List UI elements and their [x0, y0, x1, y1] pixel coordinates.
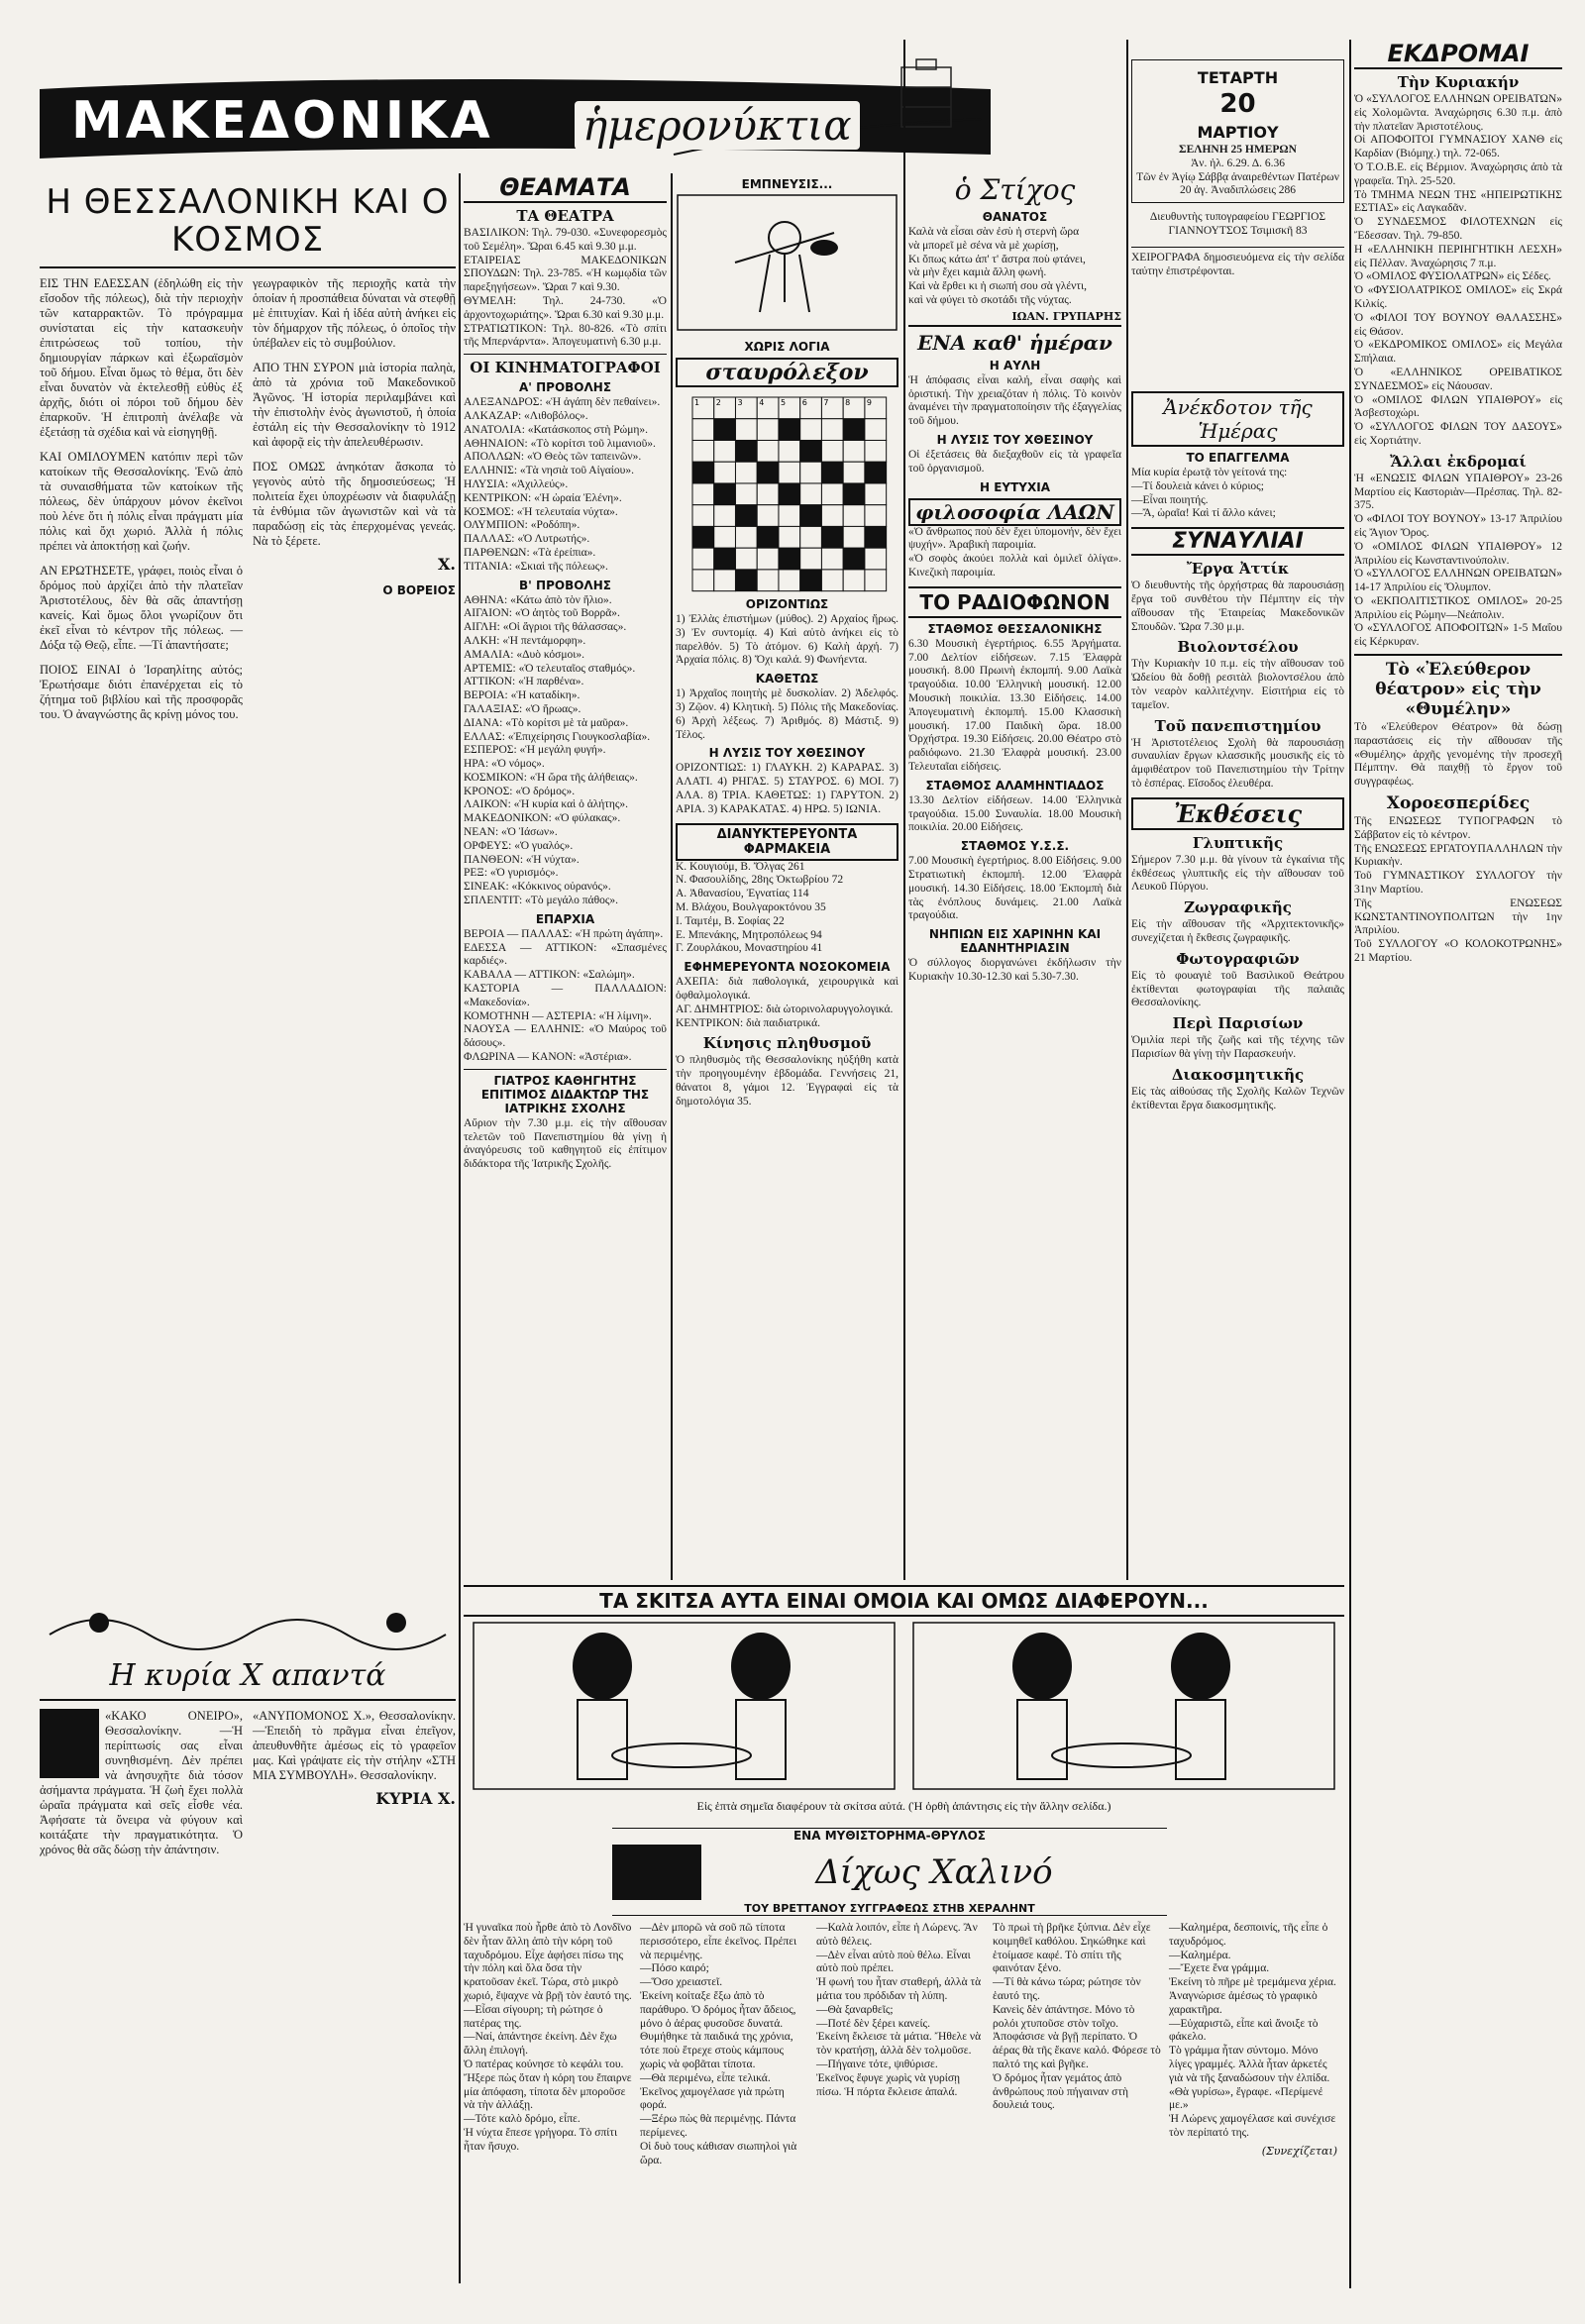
crossword-cell: [692, 505, 714, 527]
masthead-script: ἡμερονύκτια: [575, 101, 860, 150]
lead-para-4: ΠΟΙΟΣ ΕΙΝΑΙ ὁ Ἰσραηλίτης αὐτός; Ἐρωτήσαμε διότι ἐπανέρχεται εἰς τὸ ζήτημα τοῦ βιβλίου καὶ τῆς προσφορᾶς του. Ὁ ἀναγνώστης ἂς κρίνῃ μόνος του.: [40, 663, 247, 721]
across-clues: 1) Ἐλλὰς ἐπιστήμων (μύθος). 2) Αρχαίος ἥρως. 3) Ἐν συντομίᾳ. 4) Καὶ αὐτὸ ἀνήκει εἰς τὸ παρελθόν. 5) Τὸ ἀτόμον. 6) Καλὴ ἀρχή. 7) Ἀρχαία πόλις. 8) Ὄχι καλά. 9) Φωνήεντα.: [676, 613, 901, 667]
crossword-column: [676, 173, 901, 1580]
crossword-black-cell: [778, 483, 799, 505]
crossword-cell: [821, 440, 843, 462]
crossword-cell: [757, 548, 779, 570]
crossword-black-cell: [692, 462, 714, 483]
crossword-number: 7: [822, 398, 829, 407]
kathimeron-sub: Η ΑΥΛΗ: [989, 358, 1041, 372]
crossword-cell: [713, 462, 735, 483]
decor-heading: Διακοσμητικῆς: [1171, 1065, 1305, 1084]
radio-program-1: 6.30 Μουσικὴ ἐγερτήριος. 6.55 Ἀργήματα. 7.00 Δελτίον εἰδήσεων. 7.15 Ἐλαφρὰ μουσική. 8.00 Πρωινὴ ἐκπομπή. 9.00 Λαϊκὰ τραγούδια. 10.00 Ἑλληνικὴ μουσική. 12.00 Μουσικὴ ποικιλία. 13.30 Εἰδήσεις. 14.00 Ἀπογευματινὴ ἐκπομπή. 15.00 Κλασσικὴ μουσική. 17.00 Παιδικὴ ὥρα. 18.00 Ὀρχήστρα. 19.30 Εἰδήσεις. 20.00 Θέατρο στὸ ραδιόφωνο. 21.30 Ἐλαφρὰ μουσική. 23.00 Τελευταῖαι εἰδήσεις.: [908, 637, 1124, 773]
cinema-list: ΑΛΕΞΑΝΔΡΟΣ: «Ἡ ἀγάπη δὲν πεθαίνει». ΑΛΚΑΖΑΡ: «Λιθοβόλος». ΑΝΑΤΟΛΙΑ: «Κατάσκοπος στὴ Ρώμη». ΑΘΗΝΑΙΟΝ: «Τὸ κορίτσι τοῦ λιμανιοῦ». ΑΠΟΛΛΩΝ: «Ὁ Θεὸς τῶν ταπεινῶν». ΕΛΛΗΝΙΣ: «Τὰ νησιὰ τοῦ Αἰγαίου». ΗΛΥΣΙΑ: «Ἀχιλλεύς». ΚΕΝΤΡΙΚΟΝ: «Ἡ ὡραία Ἐλένη». ΚΟΣΜΟΣ: «Ἡ τελευταία νύχτα». ΟΛΥΜΠΙΟΝ: «Ροδόπη». ΠΑΛΛΑΣ: «Ὁ Λυτρωτής». ΠΑΡΘΕΝΩΝ: «Τὰ ἐρείπια». ΤΙΤΑΝΙΑ: «Σκιαὶ τῆς πόλεως».: [464, 396, 661, 573]
kathimeron-sol: Οἱ ἐξετάσεις θὰ διεξαχθοῦν εἰς τὰ γραφεῖα τοῦ ὀργανισμοῦ.: [908, 448, 1124, 475]
saints-of-day: Τῶν ἐν Ἁγίῳ Σάββᾳ ἀναιρεθέντων Πατέρων 20 ἁγ. Ἀναδιπλώσεις 286: [1136, 170, 1342, 197]
sculpture-text: Σήμερον 7.30 μ.μ. θὰ γίνουν τὰ ἐγκαίνια τῆς ἐκθέσεως γλυπτικῆς εἰς τὴν αἴθουσαν τοῦ Λευκοῦ Πύργου.: [1131, 853, 1347, 894]
crossword-cell: [843, 570, 865, 591]
crossword-black-cell: [864, 526, 886, 548]
column-rule-3: [903, 40, 905, 1580]
kinisis-text: Ὁ πληθυσμὸς τῆς Θεσσαλονίκης ηὐξήθη κατὰ τὴν προηγουμένην ἑβδομάδα. Γεννήσεις 21, θάνατοι 8, γάμοι 12. Ἐγγραφαὶ εἰς τὰ δημοτολόγια 35.: [676, 1054, 901, 1108]
crossword-cell: [799, 419, 821, 441]
kyria-text-2: «ΑΝΥΠΟΜΟΝΟΣ Χ.», Θεσσαλονίκην. —Ἐπειδὴ τὸ πρᾶγμα εἶναι ἐπεῖγον, ἀπευθυνθῆτε ἀμέσως εἰς τὸ γραφεῖον μας. Καὶ γράψατε εἰς τὴν στήλην «ΣΤΗ ΜΙΑ ΣΥΜΒΟΥΛΗ». Θεσσαλονίκην.: [253, 1709, 460, 1782]
serial-col-2: —Δὲν μπορῶ νὰ σοῦ πῶ τίποτα περισσότερο, εἶπε ἐκεῖνος. Πρέπει νὰ περιμένῃς. —Πόσο καιρό; —Ὅσο χρειαστεῖ. Ἐκείνη κοίταξε ἔξω ἀπὸ τὸ παράθυρο. Ὁ δρόμος ἦταν ἄδειος, μόνο ὁ ἀέρας φυσοῦσε δυνατά. Θυμήθηκε τὰ παιδικά της χρόνια, τότε ποὺ ἔτρεχε στοὺς κάμπους χωρὶς νὰ φοβᾶται τίποτα. —Θὰ περιμένω, εἶπε τελικά. Ἐκεῖνος χαμογέλασε γιὰ πρώτη φορά. —Ξέρω πὼς θὰ περιμένῃς. Πάντα περίμενες. Οἱ δυὸ τους κάθισαν σιωπηλοὶ γιὰ ὥρα.: [640, 1922, 797, 2166]
crossword-cell: [757, 483, 779, 505]
radio-station-1: ΣΤΑΘΜΟΣ ΘΕΣΣΑΛΟΝΙΚΗΣ: [927, 621, 1103, 636]
crossword-cell: [692, 483, 714, 505]
crossword-black-cell: [843, 548, 865, 570]
ekdromai-list: Ὁ «ΣΥΛΛΟΓΟΣ ΕΛΛΗΝΩΝ ΟΡΕΙΒΑΤΩΝ» εἰς Χολομῶντα. Ἀναχώρησις 6.30 π.μ. ἀπὸ τὴν πλατεῖαν Ἀριστοτέλους. Οἱ ΑΠΟΦΟΙΤΟΙ ΓΥΜΝΑΣΙΟΥ ΧΑΝΘ εἰς Καρδίαν (Βιόμηχ.) τηλ. 72-065. Ὁ Τ.Ο.Β.Ε. εἰς Βέρμιον. Ἀναχώρησις ἀπὸ τὰ γραφεῖα. Τηλ. 25-520. Τὸ ΤΜΗΜΑ ΝΕΩΝ ΤΗΣ «ΗΠΕΙΡΩΤΙΚΗΣ ΕΣΤΙΑΣ» εἰς Λαγκαδᾶν. Ὁ ΣΥΝΔΕΣΜΟΣ ΦΙΛΟΤΕΧΝΩΝ εἰς Ἔδεσσαν. Τηλ. 79-850. Η «ΕΛΛΗΝΙΚΗ ΠΕΡΙΗΓΗΤΙΚΗ ΛΕΣΧΗ» εἰς Πέλλαν. Ἀναχώρησις 7 π.μ. Ὁ «ΟΜΙΛΟΣ ΦΥΣΙΟΛΑΤΡΩΝ» εἰς Σέδες. Ὁ «ΦΥΣΙΟΛΑΤΡΙΚΟΣ ΟΜΙΛΟΣ» εἰς Σκρά Κιλκίς. Ὁ «ΦΙΛΟΙ ΤΟΥ ΒΟΥΝΟΥ ΘΑΛΑΣΣΗΣ» εἰς Θάσον. Ὁ «ΕΚΔΡΟΜΙΚΟΣ ΟΜΙΛΟΣ» εἰς Μεγάλα Σπήλαια. Ὁ «ΕΛΛΗΝΙΚΟΣ ΟΡΕΙΒΑΤΙΚΟΣ ΣΥΝΔΕΣΜΟΣ» εἰς Νάουσαν. Ὁ «ΟΜΙΛΟΣ ΦΙΛΩΝ ΥΠΑΙΘΡΟΥ» εἰς Ἀσβεστοχώρι. Ὁ «ΣΥΛΛΟΓΟΣ ΦΙΛΩΝ ΤΟΥ ΔΑΣΟΥΣ» εἰς Χορτιάτην.: [1354, 93, 1562, 447]
lead-col2-para-1: γεωγραφικὸν τῆς περιοχῆς κατὰ τὴν ὁποίαν ἡ προσπάθεια δύναται νὰ στεφθῇ μὲ ἐπιτυχίαν. Καὶ ἡ ἰδέα αὐτὴ ἀνήκει εἰς τὸν δήμαρχον τῆς πόλεως, ὁ ὁποῖος τὴν ὑπέβαλεν εἰς τὸ συμβούλιον.: [253, 276, 460, 350]
cartoon-caption: ΕΜΠΝΕΥΣΙΣ...: [741, 177, 833, 191]
crossword-cell: [799, 483, 821, 505]
crossword-board: [688, 393, 887, 591]
anekdoton-sub: ΤΟ ΕΠΑΓΓΕΛΜΑ: [1186, 451, 1290, 465]
crossword-black-cell: [843, 483, 865, 505]
kathimeron-sol-heading: Η ΛΥΣΙΣ ΤΟΥ ΧΘΕΣΙΝΟΥ: [936, 432, 1094, 447]
violinist-cartoon: [676, 193, 898, 332]
viol-text: Τὴν Κυριακὴν 10 π.μ. εἰς τὴν αἴθουσαν τοῦ Ὠδείου θὰ δοθῇ ρεσιτὰλ βιολοντσέλου ἀπὸ τὸν νεαρὸν καλλιτέχνην. Εἰσιτήρια εἰς τὸ ταμεῖον.: [1131, 658, 1347, 711]
kyria-text: «ΚΑΚΟ ΟΝΕΙΡΟ», Θεσσαλονίκην. —Ἡ περίπτωσίς σας εἶναι συνηθισμένη. Δὲν πρέπει νὰ ἀνησυχῆτε διὰ τόσον ἀσήμαντα πράγματα. Ἡ ζωὴ ἔχει πολλὰ ὡραῖα πράγματα καὶ σεῖς εἶσθε νέα. Ἀφήσατε τὰ ὄνειρα νὰ φύγουν καὶ κοιτάξατε τὴν πραγματικότητα. Ὁ χρόνος θὰ σᾶς δώσῃ τὴν ἀπάντησιν.: [40, 1709, 247, 1856]
spot-difference: [464, 1585, 1344, 1823]
crossword-cell: [864, 440, 886, 462]
crossword-cell: [864, 505, 886, 527]
lead-article: [40, 173, 460, 1595]
crossword-black-cell: [821, 462, 843, 483]
crossword-cell: [713, 505, 735, 527]
lead-para-3: ΑΝ ΕΡΩΤΗΣΕΤΕ, γράφει, ποιὸς εἶναι ὁ δρόμος ποὺ ἀρχίζει ἀπὸ τὴν πλατεῖαν Ἀριστοτέλους, δὲν θὰ σᾶς ἀπαντήσῃ κανείς. Καὶ ὅμως ὅλοι γνωρίζουν ὅτι ἐκεῖ εἶναι τὸ κέντρον τῆς πόλεως. —Δόξα τῷ Θεῷ, εἶπε. —Τί ἀπαντήσατε;: [40, 564, 247, 652]
crossword-cell: [692, 419, 714, 441]
crossword-cell: [713, 526, 735, 548]
xw-solution: ΟΡΙΖΟΝΤΙΩΣ: 1) ΓΛΑΥΚΗ. 2) ΚΑΡΑΡΑΣ. 3) ΑΛΑΤΙ. 4) ΡΗΓΑΣ. 5) ΣΤΑΥΡΟΣ. 6) ΜΟΙ. 7) ΑΛΑ. 8) ΤΡΙΑ. ΚΑΘΕΤΩΣ: 1) ΓΑΡΥΤΟΝ. 2) ΑΡΙΑ. 3) ΚΑΡΑΚΑΤΑΣ. 4) ΗΡΩ. 5) ΙΩΝΙΑ.: [676, 762, 901, 815]
free-theatre-heading: Τὸ «Ἐλεύθερον θέατρον» εἰς τὴν «Θυμέλην»: [1354, 654, 1562, 719]
crossword-number: 2: [715, 398, 721, 407]
weekday: ΤΕΤΑΡΤΗ: [1197, 68, 1279, 87]
column-rule-1: [459, 173, 461, 2283]
kyria-section: [40, 1595, 460, 2288]
ektheseis-title: Ἐκθέσεις: [1131, 797, 1344, 830]
crossword-cell: [799, 526, 821, 548]
crossword-number: 1: [693, 398, 699, 407]
crossword-cell: [735, 548, 757, 570]
serial-banner: ΕΝΑ ΜΥΘΙΣΤΟΡΗΜΑ-ΘΡΥΛΟΣ: [612, 1828, 1167, 1843]
painting-heading: Ζωγραφικῆς: [1184, 898, 1292, 917]
hospitals-heading: ΕΦΗΜΕΡΕΥΟΝΤΑ ΝΟΣΟΚΟΜΕΙΑ: [684, 960, 891, 975]
month-name: ΜΑΡΤΙΟΥ: [1197, 123, 1279, 142]
lead-signature: Ο ΒΟΡΕΙΟΣ: [382, 583, 456, 597]
crossword-cell: [692, 548, 714, 570]
crossword-cell: [778, 526, 799, 548]
other-trips-heading: Ἄλλαι ἐκδρομαί: [1390, 452, 1527, 471]
dances-list: Τῆς ΕΝΩΣΕΩΣ ΤΥΠΟΓΡΑΦΩΝ τὸ Σάββατον εἰς τὸ κέντρον. Τῆς ΕΝΩΣΕΩΣ ΕΡΓΑΤΟΥΠΑΛΛΗΛΩΝ τὴν Κυριακὴν. Τοῦ ΓΥΜΝΑΣΤΙΚΟΥ ΣΥΛΛΟΓΟΥ τὴν 31ην Μαρτίου. Τῆς ΕΝΩΣΕΩΣ ΚΩΝΣΤΑΝΤΙΝΟΥΠΟΛΙΤΩΝ τὴν 1ην Ἀπριλίου. Τοῦ ΣΥΛΛΟΓΟΥ «Ο ΚΟΛΟΚΟΤΡΩΝΗΣ» 21 Μαρτίου.: [1354, 815, 1562, 965]
crossword-cell: [821, 570, 843, 591]
synavlia-title: ΣΥΝΑΥΛΙΑΙ: [1131, 527, 1344, 556]
stixoi-sub: ΘΑΝΑΤΟΣ: [982, 210, 1048, 224]
cherubs-illustration: [40, 1595, 456, 1654]
kathimeron-text: Ἡ ἀπόφασις εἶναι καλή, εἶναι σαφὴς καὶ ὁριστική. Τὴν χρειαζόταν ἡ πόλις. Τὸ κοινὸν ἀναμένει τὴν πραγματοποίησιν τῆς ἐξαγγελίας τοῦ δήμου.: [908, 373, 1124, 428]
theatra-heading: ΤΑ ΘΕΑΤΡΑ: [516, 207, 614, 225]
crossword-cell: [799, 462, 821, 483]
free-theatre-text: Τὸ «Ἐλεύθερον Θέατρον» θὰ δώσῃ παραστάσεις εἰς τὴν αἴθουσαν τῆς «Θυμέλης» ἀρχῆς γενομένης τὴν προσεχῆ Πέμπτην. Θὰ παιχθῇ τὸ ἔργον τοῦ συγγραφέως.: [1354, 721, 1565, 789]
cinema-heading: ΟΙ ΚΙΝΗΜΑΤΟΓΡΑΦΟΙ: [464, 354, 667, 376]
crossword-cell: [799, 548, 821, 570]
crossword-number: 9: [866, 398, 872, 407]
lead-col2-sign: Χ.: [438, 555, 456, 574]
xw-solution-heading: Η ΛΥΣΙΣ ΤΟΥ ΧΘΕΣΙΝΟΥ: [708, 746, 866, 761]
crossword-black-cell: [713, 483, 735, 505]
photo-heading: Φωτογραφιῶν: [1176, 949, 1300, 968]
crossword-cell: [843, 440, 865, 462]
crossword-black-cell: [799, 440, 821, 462]
ekdromai-sub: Τὴν Κυριακήν: [1397, 73, 1520, 91]
crossword-cell: [864, 419, 886, 441]
crossword-black-cell: [778, 548, 799, 570]
crossword-cell: [843, 462, 865, 483]
crossword-cell: [778, 505, 799, 527]
ekdromai-title: ΕΚΔΡΟΜΑΙ: [1354, 40, 1562, 69]
stixoi-title: ὁ Στίχος: [954, 173, 1076, 206]
nursery-text: Ὁ σύλλογος διοργανώνει ἐκδήλωσιν τὴν Κυριακὴν 10.30-12.30 καὶ 5.30-7.30.: [908, 957, 1124, 983]
serial-col-1: Ἡ γυναῖκα ποὺ ἦρθε ἀπὸ τὸ Λονδῖνο δὲν ἦταν ἄλλη ἀπὸ τὴν κόρη τοῦ ταχυδρόμου. Εἶχε ἀφήσει πίσω της τὴν πόλη καὶ ὅλα ὅσα τὴν κρατοῦσαν ἐκεῖ. Τώρα, στὸ μικρὸ χωριό, ἔψαχνε νὰ βρῇ τὸν ἑαυτό της. —Εἶσαι σίγουρη; τὴ ρώτησε ὁ πατέρας της. —Ναί, ἀπάντησε ἐκείνη. Δὲν ἔχω ἄλλη ἐπιλογή. Ὁ πατέρας κούνησε τὸ κεφάλι του. Ἤξερε πὼς ὅταν ἡ κόρη του ἔπαιρνε μία ἀπόφαση, τίποτα δὲν μποροῦσε νὰ τὴν ἀλλάξῃ. —Τότε καλὸ δρόμο, εἶπε. Ἡ νύχτα ἔπεσε γρήγορα. Τὸ σπίτι ἦταν ἥσυχο.: [464, 1922, 632, 2153]
crossword-cell: [757, 419, 779, 441]
crossword-cell: [735, 419, 757, 441]
anekdoton-title: Ἀνέκδοτον τῆς Ἡμέρας: [1131, 391, 1344, 447]
crossword-cell: [778, 440, 799, 462]
decor-text: Εἰς τὰς αἰθούσας τῆς Σχολῆς Καλῶν Τεχνῶν ἐκτίθενται ἔργα διακοσμητικῆς.: [1131, 1085, 1347, 1111]
crossword-cell: [692, 440, 714, 462]
crossword-cell: [757, 570, 779, 591]
radio-station-2: ΣΤΑΘΜΟΣ ΑΛΑΜΗΝΤΙΑΔΟΣ: [925, 778, 1105, 792]
nursery-heading: ΝΗΠΙΩΝ ΕΙΣ ΧΑΡΙΝΗΝ ΚΑΙ ΕΔΑΝΗΤΗΡΙΑΣΙΝ: [928, 927, 1102, 956]
cartoon-subcaption: ΧΩΡΙΣ ΛΟΓΙΑ: [744, 340, 830, 354]
serial-next: (Συνεχίζεται): [1261, 2144, 1337, 2158]
crossword-number: 6: [801, 398, 807, 407]
down-heading: ΚΑΘΕΤΩΣ: [755, 672, 819, 687]
filosofia-title: φιλοσοφία ΛΑΩΝ: [908, 498, 1121, 526]
ekdromai-column: [1354, 40, 1565, 2288]
viol-title: Βιολοντσέλου: [1177, 638, 1299, 657]
arts-column: [1131, 391, 1347, 1580]
serial-col-4: Τὸ πρωὶ τὴ βρῆκε ξύπνια. Δὲν εἶχε κοιμηθεῖ καθόλου. Σηκώθηκε καὶ ἑτοίμασε καφέ. Τὸ σπίτι τῆς φαινόταν ξένο. —Τί θὰ κάνω τώρα; ρώτησε τὸν ἑαυτό της. Κανεὶς δὲν ἀπάντησε. Μόνο τὸ ρολόι χτυποῦσε στὸν τοῖχο. Ἀποφάσισε νὰ βγῇ περίπατο. Ὁ ἀέρας θὰ τῆς ἔκανε καλό. Φόρεσε τὸ παλτό της καὶ βγῆκε. Ὁ δρόμος ἦταν γεμάτος ἀπὸ ἀνθρώπους ποὺ πήγαιναν στὴ δουλειά τους.: [993, 1922, 1161, 2112]
crossword-cell: [735, 526, 757, 548]
crossword-cell: [778, 570, 799, 591]
radio-station-3: ΣΤΑΘΜΟΣ Υ.Σ.Σ.: [960, 839, 1070, 854]
crossword-cell: [843, 505, 865, 527]
radio-program-2: 13.30 Δελτίον εἰδήσεων. 14.00 Ἑλληνικὰ τραγούδια. 15.00 Συναυλία. 18.00 Μουσικὴ ποικιλία. 20.00 Εἰδήσεις.: [908, 793, 1124, 834]
pharmacies-list: Κ. Κουγιούμ, Β. Ὄλγας 261 Ν. Φασουλίδης, 28ης Ὀκτωβρίου 72 Α. Ἀθανασίου, Ἐγνατίας 114 Μ. Βλάχου, Βουλγαροκτόνου 35 Ι. Ταμτέμ, Β. Σοφίας 22 Ε. Μπενάκης, Μητροπόλεως 94 Γ. Ζουρλάκου, Μοναστηρίου 41: [676, 860, 844, 955]
down-clues: 1) Ἀρχαῖος ποιητὴς μὲ δυσκολίαν. 2) Ἀδελφός. 3) Ζῷον. 4) Κλητικὴ. 5) Πόλις τῆς Μακεδονίας. 6) Ἀρχὴ λέξεως. 7) Ἀριθμός. 8) Μάστιξ. 9) Τέλος.: [676, 687, 901, 741]
theamata-column: [464, 173, 670, 1580]
paris-heading: Περὶ Παρισίων: [1172, 1014, 1304, 1033]
column-rule-4: [1126, 40, 1128, 1580]
masthead: [40, 59, 981, 168]
crossword-black-cell: [757, 462, 779, 483]
column-rule-5: [1349, 40, 1351, 2288]
crossword-cell: [843, 526, 865, 548]
crossword-black-cell: [864, 462, 886, 483]
radio-program-3: 7.00 Μουσικὴ ἐγερτήριος. 8.00 Εἰδήσεις. 9.00 Στρατιωτικὴ ἐκπομπή. 12.00 Ἐλαφρὰ μουσική. 14.30 Εἰδήσεις. 18.00 Ἐκπομπὴ διὰ τὰς ἐνόπλους δυνάμεις. 21.00 Λαϊκὰ τραγούδια.: [908, 855, 1124, 922]
crossword-grid: [688, 393, 887, 591]
crossword-black-cell: [799, 505, 821, 527]
theatra-list: ΒΑΣΙΛΙΚΟΝ: Τηλ. 79-030. «Συνεφορεσμὸς τοῦ Σεμέλη». Ὥραι 6.45 καὶ 9.30 μ.μ. ΕΤΑΙΡΕΙΑΣ ΜΑΚΕΔΟΝΙΚΩΝ ΣΠΟΥΔΩΝ: Τηλ. 23-785. «Ἡ κωμῳδία τῶν παρεξηγήσεων». Ὥραι 7 καὶ 9.30. ΘΥΜΕΛΗ: Τηλ. 24-730. «Ὁ ἀρχοντοχωριάτης». Ὥραι 6.30 καὶ 9.30 μ.μ. ΣΤΡΑΤΙΩΤΙΚΟΝ: Τηλ. 80-826. «Τὸ σπίτι τῆς Μπερνάρντα». Ἀπογευματινὴ 6.30 μ.μ.: [464, 227, 667, 349]
province-list: ΒΕΡΟΙΑ — ΠΑΛΛΑΣ: «Ἡ πρώτη ἀγάπη». ΕΔΕΣΣΑ — ΑΤΤΙΚΟΝ: «Σπασμένες καρδιές». ΚΑΒΑΛΑ — ΑΤΤΙΚΟΝ: «Σαλώμη». ΚΑΣΤΟΡΙΑ — ΠΑΛΛΑΔΙΟΝ: «Μακεδονία». ΚΟΜΟΤΗΝΗ — ΑΣΤΕΡΙΑ: «Ἡ λίμνη». ΝΑΟΥΣΑ — ΕΛΛΗΝΙΣ: «Ὁ Μαύρος τοῦ δάσους». ΦΛΩΡΙΝΑ — ΚΑΝΟΝ: «Ἀστέρια».: [464, 927, 667, 1064]
date-box: [1131, 59, 1347, 386]
masthead-title: ΜΑΚΕΔΟΝΙΚΑ: [71, 91, 493, 151]
spot-caption: Εἰς ἑπτὰ σημεῖα διαφέρουν τὰ σκίτσα αὐτά. (Ἡ ὀρθὴ ἀπάντησις εἰς τὴν ἄλλην σελίδα.): [696, 1799, 1111, 1813]
moon-phase: ΣΕΛΗΝΗ 25 ΗΜΕΡΩΝ: [1179, 144, 1297, 156]
pharmacies-title: ΔΙΑΝΥΚΤΕΡΕΥΟΝΤΑ ΦΑΡΜΑΚΕΙΑ: [676, 823, 898, 861]
crossword-black-cell: [735, 570, 757, 591]
manuscripts-note: ΧΕΙΡΟΓΡΑΦΑ δημοσιευόμενα εἰς τὴν σελίδα ταύτην ἐπιστρέφονται.: [1131, 247, 1344, 279]
synavlia-sub: Ἔργα Ἀττίκ: [1186, 560, 1290, 579]
panepist-title: Τοῦ πανεπιστημίου: [1154, 716, 1321, 735]
kinisis-title: Κίνησις πληθυσμοῦ: [702, 1034, 872, 1053]
crossword-cell: [735, 483, 757, 505]
crossword-black-cell: [799, 570, 821, 591]
premieres-heading: Α' ΠΡΟΒΟΛΗΣ: [518, 380, 612, 395]
sketch-right: [913, 1623, 1334, 1789]
crossword-number: 8: [844, 398, 850, 407]
crossword-cell: [778, 462, 799, 483]
crossword-cell: [821, 505, 843, 527]
serial-title: Δίχως Χαλινό: [815, 1852, 1053, 1892]
crossword-black-cell: [821, 526, 843, 548]
theamata-title: ΘΕΑΜΑΤΑ: [464, 173, 667, 203]
photo-text: Εἰς τὸ φουαγιὲ τοῦ Βασιλικοῦ Θεάτρου ἐκτίθενται φωτογραφίαι τῆς παλαιᾶς Θεσσαλονίκης.: [1131, 969, 1347, 1009]
lead-col2-para-3: ΠΟΣ ΟΜΩΣ ἀνηκόταν ἄσκοπα τὸ γεγονὸς αὐτὸ τῆς δημοσιεύσεως; Ἡ πολιτεία ἔχει ὑποχρέωσιν νὰ διαφυλάξῃ τὰ ἐνθύμια τῶν ἀγωνιστῶν καὶ νὰ τὰ παραδώσῃ εἰς τὰς ἐπερχομένας γενεάς. Νὰ τὸ ξέρετε.: [253, 460, 460, 548]
ornate-dropcap-icon: [40, 1709, 99, 1778]
spot-title: ΤΑ ΣΚΙΤΣΑ ΑΥΤΑ ΕΙΝΑΙ ΟΜΟΙΑ ΚΑΙ ΟΜΩΣ ΔΙΑΦΕΡΟΥΝ...: [464, 1585, 1344, 1617]
kyria-title: Η κυρία Χ απαντά: [40, 1658, 456, 1701]
crossword-cell: [713, 570, 735, 591]
crossword-black-cell: [735, 505, 757, 527]
dances-heading: Χοροεσπερίδες: [1386, 793, 1531, 814]
doctor-text: Αὔριον τὴν 7.30 μ.μ. εἰς τὴν αἴθουσαν τελετῶν τοῦ Πανεπιστημίου θὰ γίνῃ ἡ ἀναγόρευσις τοῦ καθηγητοῦ εἰς ἐπίτιμον διδάκτορα τῆς Ἰατρικῆς Σχολῆς.: [464, 1116, 670, 1171]
crossword-black-cell: [713, 419, 735, 441]
lead-para-1: ΕΙΣ ΤΗΝ ΕΔΕΣΣΑΝ (ἐδηλώθη εἰς τὴν εἴσοδον τῆς πόλεως), διὰ τὴν περιοχὴν τῶν καταρρακτῶν. Τὸ πρόγραμμα συνίσταται εἰς τὴν κατασκευὴν ἐπιτρώσεως τοῦ τοπίου, τὴν δημιουργίαν πάρκων καὶ ἐξωραϊσμὸν τοῦ δήμου. Εἶναι ὅμως τὸ θέμα, ὅτι δὲν εἶναι δυνατὸν νὰ ἐκτελεσθῇ εὐθὺς ἐξ ἀρχῆς, διότι οἱ πόροι τοῦ δήμου δὲν ἐπαρκοῦν. Ἡ ἐπιτροπὴ ἀνέλαβε νὰ ἐξετάσῃ τὰ σχέδια καὶ νὰ εἰσηγηθῇ.: [40, 276, 247, 439]
second-run-heading: Β' ΠΡΟΒΟΛΗΣ: [519, 578, 611, 592]
synavlia-text: Ὁ διευθυντὴς τῆς ὀρχήστρας θὰ παρουσιάσῃ ἔργα τοῦ συνθέτου τὴν Πέμπτην εἰς τὴν αἴθουσαν τῆς Ἑταιρείας Μακεδονικῶν Σπουδῶν. Ὥρα 7.30 μ.μ.: [1131, 580, 1347, 633]
radio-column: [908, 173, 1124, 1580]
sun-times: Ἀν. ἡλ. 6.29. Δ. 6.36: [1190, 157, 1286, 169]
filosofia-text: «Ὁ ἄνθρωπος ποὺ δὲν ἔχει ὑπομονήν, δὲν ἔχει ψυχήν». Ἀραβικὴ παροιμία. «Ὁ σοφὸς ἀκούει πολλὰ καὶ ὁμιλεῖ ὀλίγα». Κινεζικὴ παροιμία.: [908, 525, 1121, 579]
doctor-heading: ΓΙΑΤΡΟΣ ΚΑΘΗΓΗΤΗΣ ΕΠΙΤΙΜΟΣ ΔΙΔΑΚΤΩΡ ΤΗΣ ΙΑΤΡΙΚΗΣ ΣΧΟΛΗΣ: [464, 1069, 667, 1115]
column-rule-2: [671, 173, 673, 1580]
eutyxia-heading: Η ΕΥΤΥΧΙΑ: [980, 479, 1050, 494]
sculpture-heading: Γλυπτικῆς: [1192, 833, 1284, 852]
spot-sketches: [464, 1617, 1344, 1795]
press-director: Διευθυντὴς τυπογραφείου ΓΕΩΡΓΙΟΣ ΓΙΑΝΝΟΥΤΣΟΣ Τσιμισκῆ 83: [1149, 211, 1328, 237]
crossword-black-cell: [713, 548, 735, 570]
crossword-black-cell: [692, 526, 714, 548]
anekdoton-text: Μία κυρία ἐρωτᾷ τὸν γείτονά της: —Τί δουλειὰ κάνει ὁ κύριος; —Εἶναι ποιητής. —Ἄ, ὡραῖα! Καὶ τί ἄλλο κάνει;: [1131, 467, 1288, 520]
serial-woman-illustration: [612, 1845, 701, 1900]
crossword-title: σταυρόλεξον: [676, 358, 898, 387]
crossword-cell: [864, 570, 886, 591]
crossword-cell: [821, 483, 843, 505]
lead-headline: Η ΘΕΣΣΑΛΟΝΙΚΗ ΚΑΙ Ο ΚΟΣΜΟΣ: [40, 173, 456, 268]
day-number: 20: [1219, 89, 1256, 119]
crossword-black-cell: [843, 419, 865, 441]
lead-para-2: ΚΑΙ ΟΜΙΛΟΥΜΕΝ κατόπιν περὶ τῶν κατοίκων τῆς Θεσσαλονίκης. Ἐνῶ ἀπὸ τὰ συναισθήματα τῶν κατοίκων τῆς πόλεως, δὲν ὑπάρχουν μόνον ἐκεῖνοι ποὺ λένε ὅτι ἡ πόλις εἶναι πράγματι μία πόλις καὶ ὄχι χωριό. Ἀλλὰ ἡ πόλις πρέπει νὰ ἀποκτήσῃ καὶ ζωήν.: [40, 450, 247, 553]
paris-text: Ὁμιλία περὶ τῆς ζωῆς καὶ τῆς τέχνης τῶν Παρισίων θὰ γίνῃ τὴν Παρασκευήν.: [1131, 1034, 1347, 1060]
crossword-cell: [757, 505, 779, 527]
painting-text: Εἰς τὴν αἴθουσαν τῆς «Ἀρχιτεκτονικῆς» συνεχίζεται ἡ ἔκθεσις ζωγραφικῆς.: [1131, 918, 1347, 944]
kathimeron-title: ΕΝΑ καθ' ἡμέραν: [908, 325, 1121, 355]
crossword-black-cell: [757, 526, 779, 548]
province-heading: ΕΠΑΡΧΙΑ: [535, 911, 595, 926]
crossword-black-cell: [735, 440, 757, 462]
serial-novel: [464, 1828, 1344, 2288]
crossword-black-cell: [778, 419, 799, 441]
crossword-cell: [735, 462, 757, 483]
crossword-cell: [692, 570, 714, 591]
hospitals-list: ΑΧΕΠΑ: διὰ παθολογικά, χειρουργικὰ καὶ ὀφθαλμολογικά. ΑΓ. ΔΗΜΗΤΡΙΟΣ: διὰ ὠτορινολαρυγγολογικά. ΚΕΝΤΡΙΚΟΝ: διὰ παιδιατρικά.: [676, 976, 898, 1029]
serial-author: ΤΟΥ ΒΡΕΤΤΑΝΟΥ ΣΥΓΓΡΑΦΕΩΣ ΣΤΗΒ ΧΕΡΑΛΗΝΤ: [612, 1902, 1167, 1916]
radio-title: ΤΟ ΡΑΔΙΟΦΩΝΟΝ: [908, 586, 1121, 618]
crossword-number: 4: [758, 398, 764, 407]
serial-col-5: —Καλημέρα, δεσποινίς, τῆς εἶπε ὁ ταχυδρόμος. —Καλημέρα. —Ἔχετε ἕνα γράμμα. Ἐκείνη τὸ πῆρε μὲ τρεμάμενα χέρια. Ἀναγνώρισε ἀμέσως τὸ γραφικὸ χαρακτῆρα. —Εὐχαριστῶ, εἶπε καὶ ἄνοιξε τὸ φάκελο. Τὸ γράμμα ἦταν σύντομο. Μόνο λίγες γραμμές. Ἀλλὰ ἦταν ἀρκετές γιὰ νὰ τῆς ξαναδώσουν τὴν ἐλπίδα. «Θὰ γυρίσω», ἔγραφε. «Περίμενέ με.» Ἡ Λώρενς χαμογέλασε καὶ συνέχισε τὸν περίπατό της.: [1169, 1922, 1336, 2139]
second-run-list: ΑΘΗΝΑ: «Κάτω ἀπὸ τὸν ἥλιο». ΑΙΓΑΙΟΝ: «Ὁ ἀητὸς τοῦ Βορρᾶ». ΑΙΓΛΗ: «Οἱ ἄγριοι τῆς θάλασσας». ΑΛΚΗ: «Ἡ πεντάμορφη». ΑΜΑΛΙΑ: «Δυὸ κόσμοι». ΑΡΤΕΜΙΣ: «Ὁ τελευταῖος σταθμός». ΑΤΤΙΚΟΝ: «Ἡ παρθένα». ΒΕΡΟΙΑ: «Ἡ καταδίκη». ΓΑΛΑΞΙΑΣ: «Ὁ ἥρωας». ΔΙΑΝΑ: «Τὸ κορίτσι μὲ τὰ μαῦρα». ΕΛΛΑΣ: «Ἐπιχείρησις Γιουγκοσλαβία». ΕΣΠΕΡΟΣ: «Ἡ μεγάλη φυγή». ΗΡΑ: «Ὁ νόμος». ΚΟΣΜΙΚΟΝ: «Ἡ ὥρα τῆς ἀλήθειας». ΚΡΟΝΟΣ: «Ὁ δρόμος». ΛΑΙΚΟΝ: «Ἡ κυρία καὶ ὁ ἀλήτης». ΜΑΚΕΔΟΝΙΚΟΝ: «Ὁ φύλακας». ΝΕΑΝ: «Ὁ Ἰάσων». ΟΡΦΕΥΣ: «Ὁ γυαλός». ΠΑΝΘΕΟΝ: «Ἡ νύχτα». ΡΕΞ: «Ὁ γυρισμός». ΣΙΝΕΑΚ: «Κόκκινος οὐρανός». ΣΠΛΕΝΤΙΤ: «Τὸ μεγάλο πάθος».: [464, 593, 651, 907]
crossword-cell: [864, 548, 886, 570]
stixoi-text: Καλὰ νὰ εἶσαι σὰν ἐσὺ ἡ στερνὴ ὥρα νὰ μπορεῖ μὲ σένα νὰ μὲ χωρίσῃ, Κι ὅπως κάτω ἀπ' τ' ἄστρα ποὺ φτάνει, νὰ μὴν ἔχει καμιὰ ἄλλη φωνή. Καὶ νὰ ἔρθει κι ἡ σιωπή σου σὰ γλέντι, καὶ νὰ φύγει τὸ σκοτάδι τῆς νύχτας.: [908, 226, 1087, 306]
across-heading: ΟΡΙΖΟΝΤΙΩΣ: [745, 597, 829, 611]
sketch-left: [474, 1623, 895, 1789]
crossword-cell: [821, 548, 843, 570]
crossword-cell: [713, 440, 735, 462]
kyria-sign: ΚΥΡΙΑ Χ.: [375, 1789, 456, 1808]
stixoi-author: ΙΩΑΝ. ΓΡΥΠΑΡΗΣ: [1011, 309, 1121, 323]
crossword-number: 3: [736, 398, 743, 407]
crossword-number: 5: [780, 398, 786, 407]
other-trips-list: Ἡ «ΕΝΩΣΙΣ ΦΙΛΩΝ ΥΠΑΙΘΡΟΥ» 23-26 Μαρτίου εἰς Καστοριὰν—Πρέσπας. Τηλ. 82-375. Ὁ «ΦΙΛΟΙ ΤΟΥ ΒΟΥΝΟΥ» 13-17 Ἀπριλίου εἰς Ἄγιον Ὄρος. Ὁ «ΟΜΙΛΟΣ ΦΙΛΩΝ ΥΠΑΙΘΡΟΥ» 12 Ἀπριλίου εἰς Κωνσταντινούπολιν. Ὁ «ΣΥΛΛΟΓΟΣ ΕΛΛΗΝΩΝ ΟΡΕΙΒΑΤΩΝ» 14-17 Ἀπριλίου εἰς Ὄλυμπον. Ὁ «ΕΚΠΟΛΙΤΙΣΤΙΚΟΣ ΟΜΙΛΟΣ» 20-25 Ἀπριλίου εἰς Ρώμην—Νεάπολιν. Ὁ «ΣΥΛΛΟΓΟΣ ΑΠΟΦΟΙΤΩΝ» 1-5 Μαΐου εἰς Κέρκυραν.: [1354, 472, 1562, 649]
panepist-text: Ἡ Ἀριστοτέλειος Σχολὴ θὰ παρουσιάσῃ συναυλίαν ἔργων κλασσικῆς μουσικῆς εἰς τὸ ἀμφιθέατρον τοῦ Πανεπιστημίου τὴν Τρίτην τὸ ἑσπέρας. Εἴσοδος ἐλευθέρα.: [1131, 736, 1347, 790]
crossword-cell: [757, 440, 779, 462]
crossword-cell: [821, 419, 843, 441]
crossword-cell: [864, 483, 886, 505]
serial-col-3: —Καλὰ λοιπόν, εἶπε ἡ Λώρενς. Ἂν αὐτὸ θέλεις. —Δὲν εἶναι αὐτὸ ποὺ θέλω. Εἶναι αὐτὸ ποὺ πρέπει. Ἡ φωνή του ἦταν σταθερή, ἀλλὰ τὰ μάτια του πρόδιδαν τὴ λύπη. —Θὰ ξαναρθεῖς; —Ποτέ δὲν ξέρει κανείς. Ἐκείνη ἔκλεισε τὰ μάτια. Ἤθελε νὰ τὸν κρατήσῃ, ἀλλὰ δὲν τολμοῦσε. —Πήγαινε τότε, ψιθύρισε. Ἐκεῖνος ἔφυγε χωρὶς νὰ γυρίσῃ πίσω. Ἡ πόρτα ἔκλεισε ἀπαλά.: [816, 1922, 982, 2098]
lead-col2-para-2: ΑΠΟ ΤΗΝ ΣΥΡΟΝ μιὰ ἰστορία παληὰ, ἀπὸ τὰ χρόνια τοῦ Μακεδονικοῦ Ἀγῶνος. Ἡ ἱστορία περιλαμβάνει καὶ τὴν ἐπιστολὴν ἑνὸς ἀγωνιστοῦ, ἡ ὁποία ἐστάλη εἰς τὴν Θεσσαλονίκην τὸ 1912 καὶ ἀφορᾷ εἰς τὴν ἀπελευθέρωσιν.: [253, 361, 460, 449]
